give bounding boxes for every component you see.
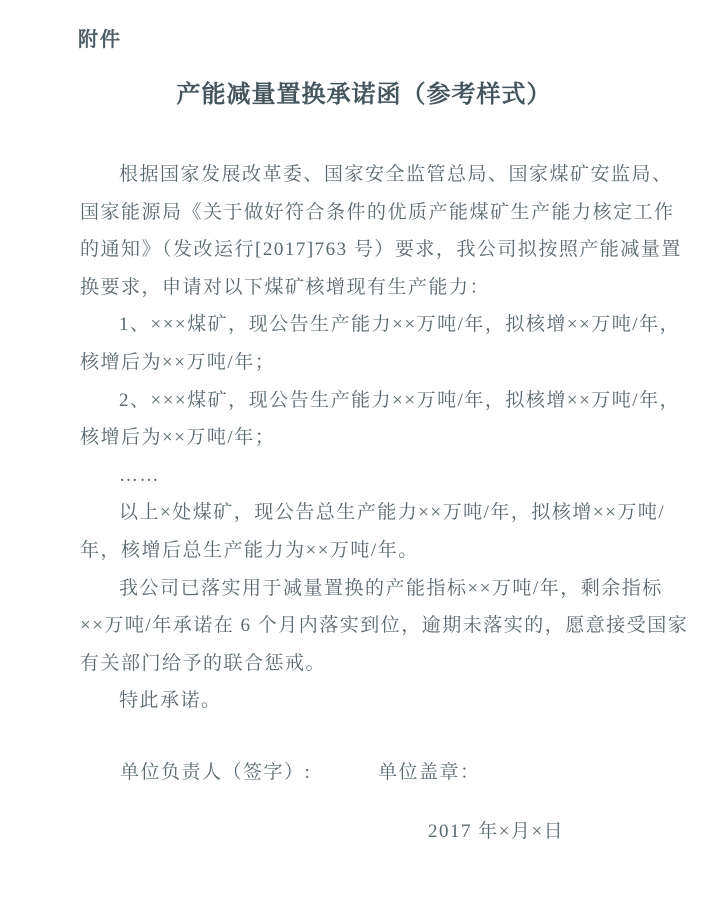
body-line-6: 核增后为××万吨/年；	[80, 351, 276, 373]
signature-label-left: 单位负责人（签字）:	[120, 761, 312, 783]
attachment-label: 附件	[78, 29, 122, 51]
body-line-5: 1、×××煤矿，现公告生产能力××万吨/年，拟核增××万吨/年，	[119, 314, 681, 336]
body-line-14: 有关部门给予的联合惩戒。	[80, 652, 327, 674]
body-line-2: 国家能源局《关于做好符合条件的优质产能煤矿生产能力核定工作	[80, 201, 675, 223]
body-line-9-ellipsis: ……	[119, 464, 160, 486]
body-line-12: 我公司已落实用于减量置换的产能指标××万吨/年，剩余指标	[119, 577, 663, 599]
signature-label-right: 单位盖章：	[378, 761, 481, 783]
body-line-15: 特此承诺。	[119, 690, 222, 712]
body-line-4: 换要求，申请对以下煤矿核增现有生产能力：	[80, 276, 491, 298]
signature-row	[80, 754, 652, 792]
body-line-11: 年，核增后总生产能力为××万吨/年。	[80, 539, 419, 561]
document-body	[80, 156, 689, 850]
body-line-13: ××万吨/年承诺在 6 个月内落实到位，逾期未落实的，愿意接受国家	[80, 615, 689, 637]
body-line-7: 2、×××煤矿，现公告生产能力××万吨/年，拟核增××万吨/年，	[119, 389, 681, 411]
body-line-10: 以上×处煤矿，现公告总生产能力××万吨/年，拟核增××万吨/	[119, 502, 666, 524]
body-line-8: 核增后为××万吨/年；	[80, 427, 276, 449]
date-line: 2017 年×月×日	[428, 820, 565, 842]
document-title: 产能减量置换承诺函（参考样式）	[176, 82, 552, 108]
body-line-3: 的通知》（发改运行[2017]763 号）要求，我公司拟按照产能减量置	[80, 239, 682, 261]
body-line-1: 根据国家发展改革委、国家安全监管总局、国家煤矿安监局、	[119, 164, 673, 185]
